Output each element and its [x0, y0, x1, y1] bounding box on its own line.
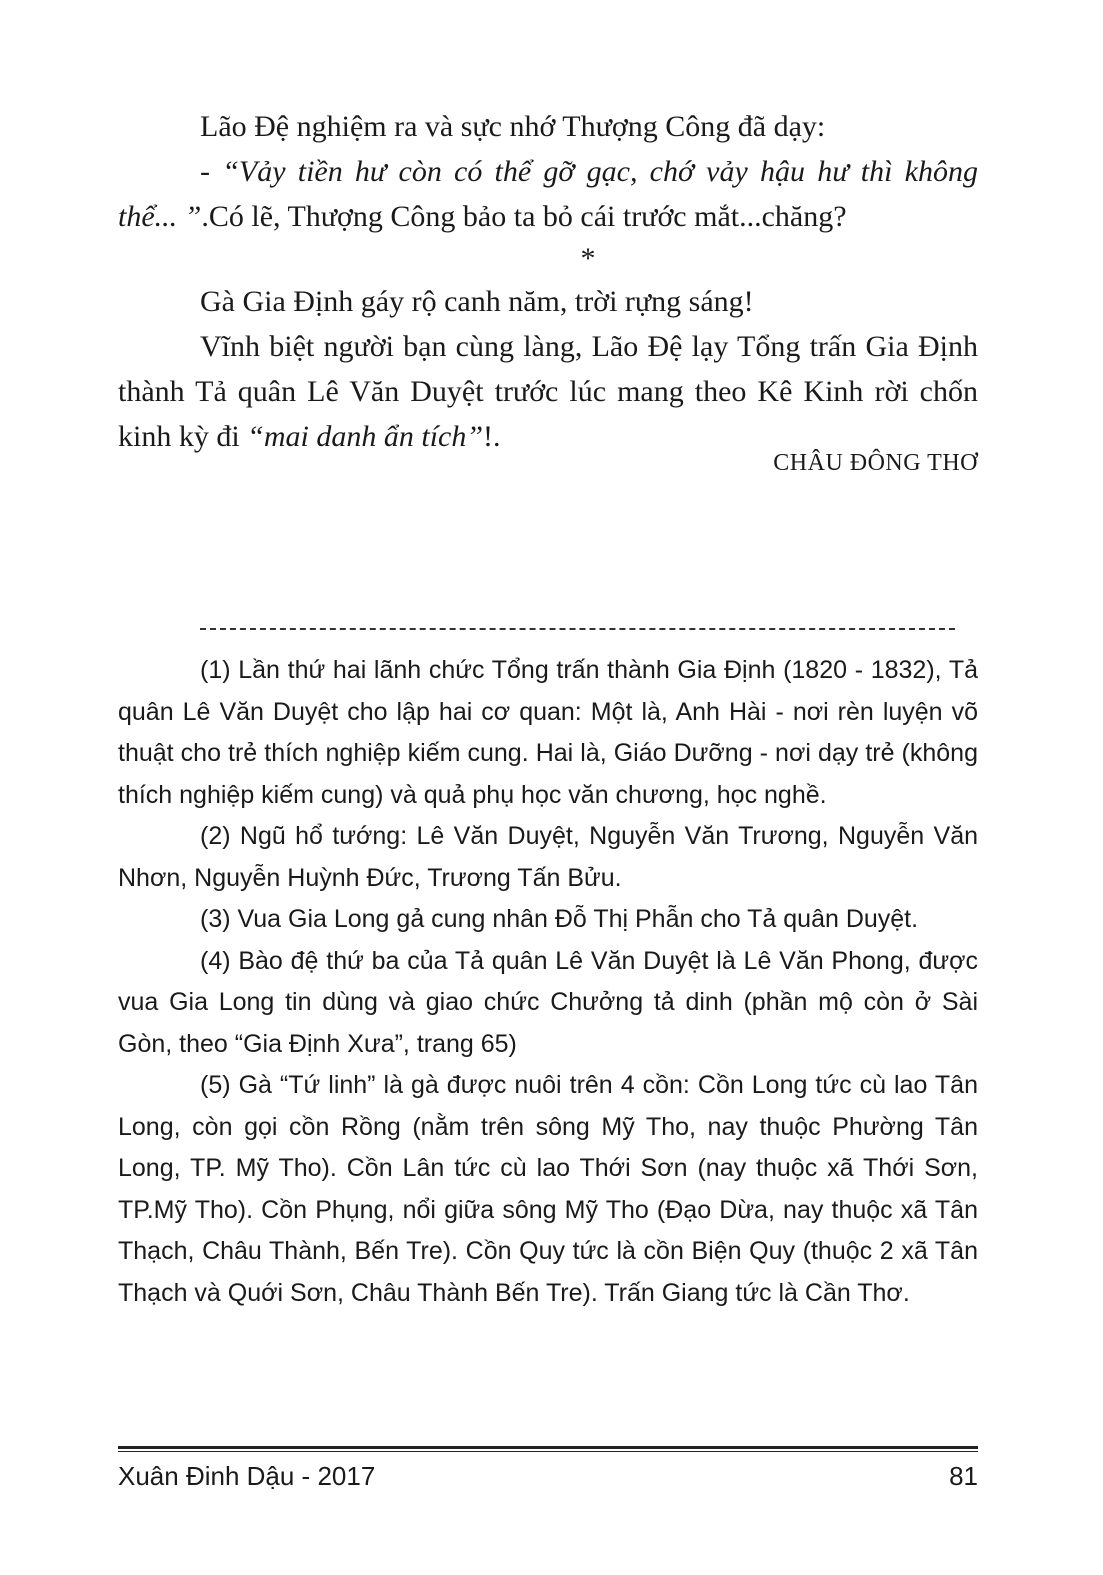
footer-rule: [118, 1446, 978, 1449]
footnote-divider: [200, 628, 955, 630]
footer-rule-thin: [118, 1451, 978, 1452]
footnote-5: (5) Gà “Tứ linh” là gà được nuôi trên 4 cồn: Cồn Long tức cù lao Tân Long, còn gọi cồn Rồng (nằm trên sông Mỹ Tho, nay thuộc Phường Tân Long, TP. Mỹ Tho). Cồn Lân tức cù lao Thới Sơn (nay thuộc xã Thới Sơn, TP.Mỹ Tho). Cồn Phụng, nổi giữa sông Mỹ Tho (Đạo Dừa, nay thuộc xã Tân Thạch, Châu Thành, Bến Tre). Cồn Quy tức là cồn Biện Quy (thuộc 2 xã Tân Thạch và Quới Sơn, Châu Thành Bến Tre). Trấn Giang tức là Cần Thơ.: [118, 1071, 978, 1307]
story-ending: [118, 104, 978, 459]
footnote-1: (1) Lần thứ hai lãnh chức Tổng trấn thành Gia Định (1820 - 1832), Tả quân Lê Văn Duyệt cho lập hai cơ quan: Một là, Anh Hài - nơi rèn luyện võ thuật cho trẻ thích nghiệp kiếm cung. Hai là, Giáo Dưỡng - nơi dạy trẻ (không thích nghiệp kiếm cung) và quả phụ học văn chương, học nghề.: [118, 656, 978, 809]
author-signature: CHÂU ĐÔNG THƠ: [773, 450, 978, 476]
quote-saying: - “Vảy tiền hư còn có thể gỡ gạc, chớ vảy hậu hư thì không thể... ”: [118, 155, 978, 233]
quote-mai-danh: “mai danh ẩn tích”: [247, 420, 484, 453]
footnotes: [118, 650, 978, 1314]
issue-title: Xuân Đinh Dậu - 2017: [118, 1461, 376, 1491]
footnote-4: (4) Bào đệ thứ ba của Tả quân Lê Văn Duyệt là Lê Văn Phong, được vua Gia Long tin dùng và giao chức Chưởng tả dinh (phần mộ còn ở Sài Gòn, theo “Gia Định Xưa”, trang 65): [118, 946, 978, 1058]
paragraph-2-rest: .Có lẽ, Thượng Công bảo ta bỏ cái trước mắt...chăng?: [201, 200, 847, 233]
paragraph-3: Gà Gia Định gáy rộ canh năm, trời rựng sáng!: [200, 285, 754, 318]
book-page: [118, 0, 978, 1575]
footnote-3: (3) Vua Gia Long gả cung nhân Đỗ Thị Phẫn cho Tả quân Duyệt.: [200, 905, 919, 933]
paragraph-4-end: !.: [483, 420, 501, 453]
paragraph-2: [118, 149, 978, 239]
footnote-2: (2) Ngũ hổ tướng: Lê Văn Duyệt, Nguyễn Văn Trương, Nguyễn Văn Nhơn, Nguyễn Huỳnh Đức, Trương Tấn Bửu.: [118, 822, 978, 892]
paragraph-1: Lão Đệ nghiệm ra và sực nhớ Thượng Công đã dạy:: [200, 110, 826, 143]
paragraph-4-text: Vĩnh biệt người bạn cùng làng, Lão Đệ lạy Tổng trấn Gia Định thành Tả quân Lê Văn Duyệt trước lúc mang theo Kê Kinh rời chốn kinh kỳ đi: [118, 330, 978, 453]
page-footer: [118, 1458, 978, 1494]
paragraph-4: [118, 324, 978, 459]
page-number: 81: [949, 1461, 978, 1491]
section-separator: *: [580, 242, 596, 275]
